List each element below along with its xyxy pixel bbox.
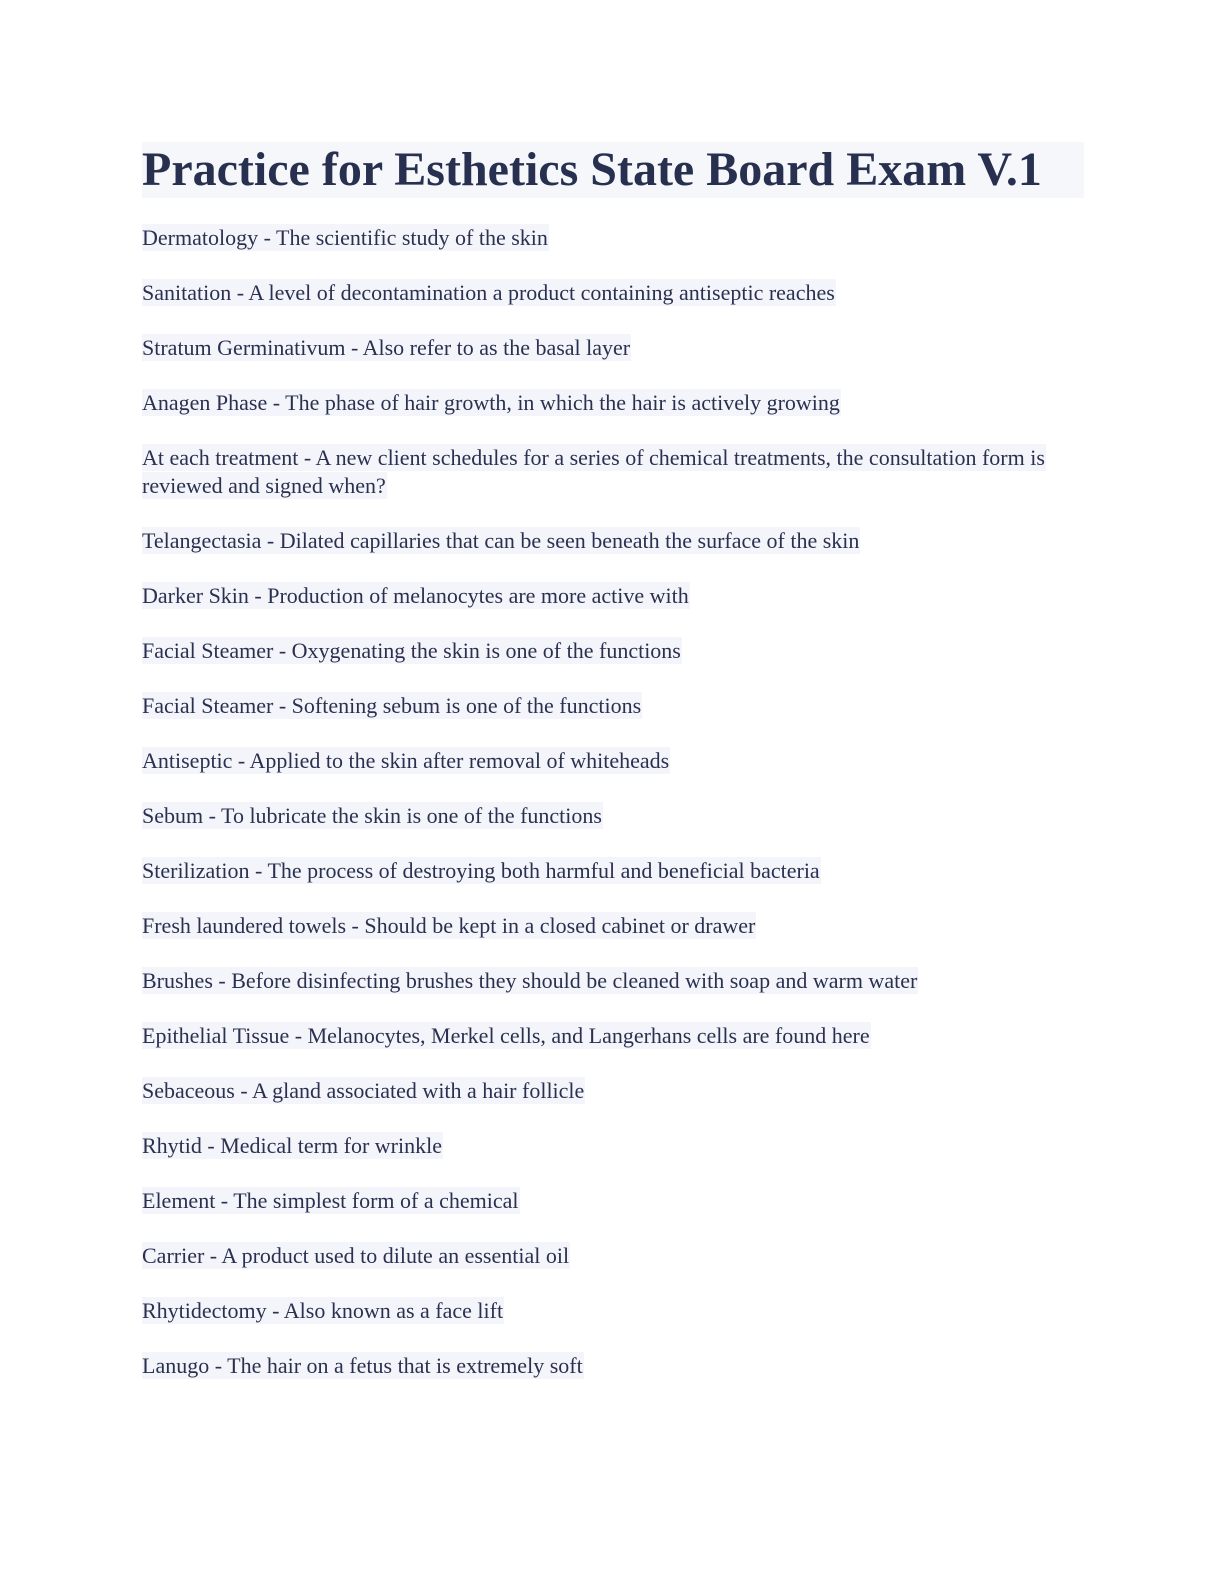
flashcard-text: Anagen Phase - The phase of hair growth, in which the hair is actively growing [142,390,840,415]
page-title: Practice for Esthetics State Board Exam V.1 [142,142,1084,198]
flashcard-entry [142,582,1082,610]
flashcard-entry [142,1242,1082,1270]
flashcard-entry [142,1022,1082,1050]
flashcard-entry [142,334,1082,362]
flashcard-text: Telangectasia - Dilated capillaries that can be seen beneath the surface of the skin [142,528,860,553]
flashcard-text: Dermatology - The scientific study of the skin [142,225,548,250]
flashcard-text: Sanitation - A level of decontamination a product containing antiseptic reaches [142,280,835,305]
flashcard-entry [142,692,1082,720]
flashcard-text: Lanugo - The hair on a fetus that is extremely soft [142,1353,583,1378]
flashcard-entry [142,1077,1082,1105]
flashcard-text: Sebum - To lubricate the skin is one of the functions [142,803,602,828]
flashcard-list [142,224,1082,1380]
flashcard-text: Facial Steamer - Oxygenating the skin is one of the functions [142,638,681,663]
flashcard-text: Epithelial Tissue - Melanocytes, Merkel cells, and Langerhans cells are found here [142,1023,870,1048]
flashcard-text: Stratum Germinativum - Also refer to as the basal layer [142,335,631,360]
flashcard-text: Fresh laundered towels - Should be kept in a closed cabinet or drawer [142,913,756,938]
flashcard-entry [142,444,1052,500]
flashcard-text: Carrier - A product used to dilute an essential oil [142,1243,570,1268]
flashcard-text: Rhytid - Medical term for wrinkle [142,1133,442,1158]
flashcard-entry [142,637,1082,665]
flashcard-entry [142,967,1082,995]
flashcard-entry [142,802,1082,830]
flashcard-text: Brushes - Before disinfecting brushes they should be cleaned with soap and warm water [142,968,918,993]
flashcard-text: Sebaceous - A gland associated with a hair follicle [142,1078,585,1103]
flashcard-text: Darker Skin - Production of melanocytes are more active with [142,583,689,608]
flashcard-entry [142,527,1082,555]
document-page [142,142,1082,1407]
flashcard-entry [142,857,1082,885]
flashcard-text: Facial Steamer - Softening sebum is one of the functions [142,693,642,718]
flashcard-entry [142,1297,1082,1325]
flashcard-text: Sterilization - The process of destroying both harmful and beneficial bacteria [142,858,820,883]
flashcard-text: At each treatment - A new client schedules for a series of chemical treatments, the consultation form is reviewed and signed when? [142,445,1045,498]
flashcard-entry [142,1187,1082,1215]
flashcard-entry [142,747,1082,775]
flashcard-entry [142,279,1082,307]
flashcard-entry [142,1132,1082,1160]
flashcard-entry [142,389,1082,417]
flashcard-text: Antiseptic - Applied to the skin after removal of whiteheads [142,748,670,773]
flashcard-text: Element - The simplest form of a chemical [142,1188,519,1213]
flashcard-entry [142,224,1082,252]
flashcard-text: Rhytidectomy - Also known as a face lift [142,1298,504,1323]
flashcard-entry [142,1352,1082,1380]
flashcard-entry [142,912,1082,940]
